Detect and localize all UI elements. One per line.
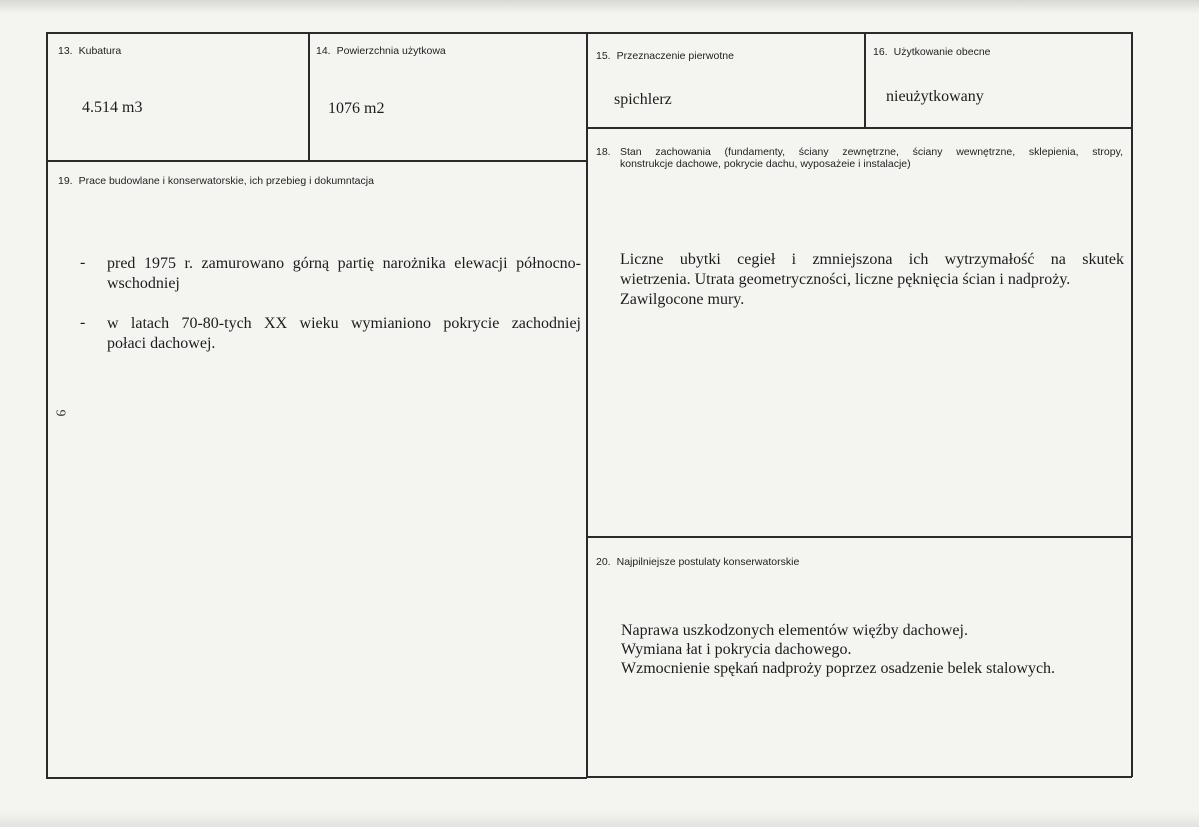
right-mid-border: [587, 127, 1132, 129]
right-top-border: [587, 32, 1132, 34]
list-bullet: -: [80, 314, 86, 331]
field-20-number: 20.: [596, 556, 611, 568]
list-item-line1: w latach 70-80-tych XX wieku wymianiono pokrycie zachodniej: [107, 315, 581, 332]
field-13-value: 4.514 m3: [82, 99, 143, 116]
scan-edge-bottom: [0, 811, 1199, 827]
field-18-label-line1: Stan zachowania (fundamenty, ściany zewnętrzne, ściany wewnętrzne, sklepienia, stropy,: [620, 146, 1123, 158]
field-19-number: 19.: [58, 175, 73, 187]
field-18-text-line3: Zawilgocone mury.: [620, 291, 745, 308]
field-19-label-text: Prace budowlane i konserwatorskie, ich przebieg i dokumntacja: [78, 175, 374, 187]
field-15-label: [596, 50, 734, 63]
page-number-mark: 9: [52, 409, 68, 417]
field-16-label: [873, 46, 991, 59]
field-18-label-line2: konstrukcje dachowe, pokrycie dachu, wyposażeie i instalacje): [620, 158, 911, 170]
right-lower-border: [587, 536, 1132, 538]
left-outer-border: [46, 32, 48, 778]
right-outer-border: [1131, 32, 1133, 777]
right-divider: [864, 32, 866, 128]
right-bottom-border: [587, 776, 1132, 778]
field-14-label: [316, 45, 446, 58]
field-16-label-text: Użytkowanie obecne: [893, 46, 991, 58]
field-15-value: spichlerz: [614, 91, 672, 108]
field-13-number: 13.: [58, 45, 73, 57]
field-20-line: Wzmocnienie spękań nadproży poprzez osadzenie belek stalowych.: [621, 660, 1056, 677]
list-item-line1: pred 1975 r. zamurowano górną partię narożnika elewacji północno-: [107, 255, 581, 272]
field-14-number: 14.: [316, 45, 331, 57]
left-divider: [308, 32, 310, 161]
list-item-line2: wschodniej: [107, 275, 180, 292]
field-14-value: 1076 m2: [328, 100, 385, 117]
left-mid-border: [46, 160, 587, 162]
field-19-label: [58, 175, 374, 188]
field-13-label: [58, 45, 121, 58]
field-16-value: nieużytkowany: [886, 88, 984, 105]
field-18-number: 18.: [596, 146, 611, 158]
field-13-label-text: Kubatura: [78, 45, 122, 57]
field-20-label: [596, 556, 799, 569]
field-20-line: Wymiana łat i pokrycia dachowego.: [621, 641, 852, 658]
left-bottom-border: [46, 777, 587, 779]
scan-edge-top: [0, 0, 1199, 14]
field-15-label-text: Przeznaczenie pierwotne: [616, 50, 734, 62]
list-item-line2: połaci dachowej.: [107, 335, 216, 352]
field-20-label-text: Najpilniejsze postulaty konserwatorskie: [616, 556, 800, 568]
list-bullet: -: [80, 254, 86, 271]
field-20-line: Naprawa uszkodzonych elementów więźby dachowej.: [621, 622, 968, 639]
left-right-border: [586, 32, 588, 778]
field-14-label-text: Powierzchnia użytkowa: [336, 45, 446, 57]
field-15-number: 15.: [596, 50, 611, 62]
field-18-text-line2: wietrzenia. Utrata geometryczności, liczne pęknięcia ścian i nadproży.: [620, 271, 1071, 288]
left-top-border: [46, 32, 587, 34]
field-16-number: 16.: [873, 46, 888, 58]
field-18-text-line1: Liczne ubytki cegieł i zmniejszona ich wytrzymałość na skutek: [620, 251, 1124, 268]
